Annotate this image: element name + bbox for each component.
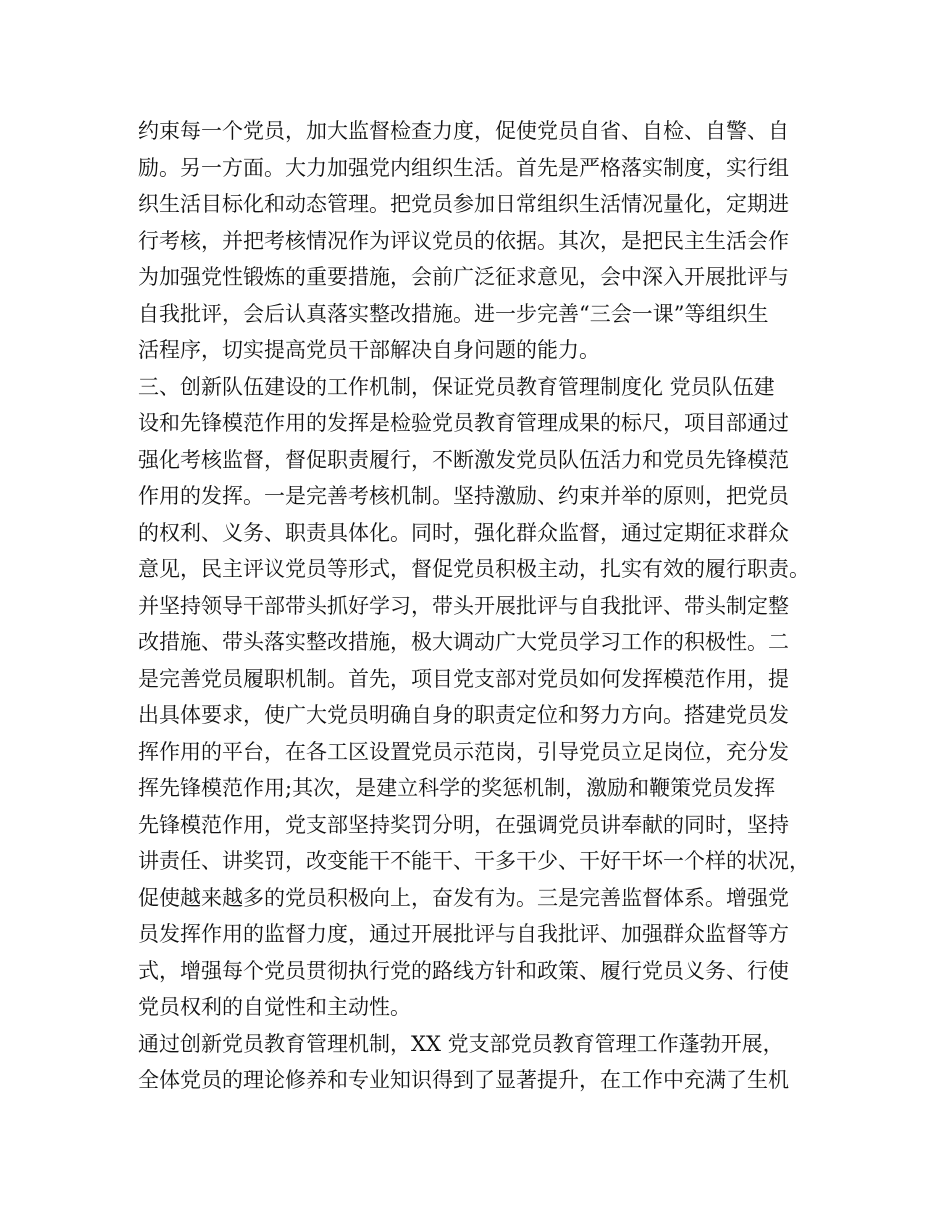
text-line: 全体党员的理论修养和专业知识得到了显著提升，在工作中充满了生机 <box>138 1068 789 1092</box>
text-line: 作用的发挥。一是完善考核机制。坚持激励、约束并举的原则，把党员 <box>138 484 789 508</box>
section-heading-line: 三、创新队伍建设的工作机制，保证党员教育管理制度化 党员队伍建 <box>138 374 775 399</box>
text-line: 通过创新党员教育管理机制，XX 党支部党员教育管理工作蓬勃开展， <box>138 1031 784 1056</box>
text-line: 促使越来越多的党员积极向上，奋发有为。三是完善监督体系。增强党 <box>138 885 789 910</box>
text-line: 的权利、义务、职责具体化。同时，强化群众监督，通过定期征求群众 <box>138 520 789 545</box>
text-line: 挥先锋模范作用;其次，是建立科学的奖惩机制，激励和鞭策党员发挥 <box>138 776 776 800</box>
text-line: 员发挥作用的监督力度，通过开展批评与自我批评、加强群众监督等方 <box>138 922 789 946</box>
text-line: 先锋模范作用，党支部坚持奖罚分明，在强调党员讲奉献的同时，坚持 <box>138 812 789 837</box>
text-line: 活程序，切实提高党员干部解决自身问题的能力。 <box>138 338 600 362</box>
text-line: 设和先锋模范作用的发挥是检验党员教育管理成果的标尺，项目部通过 <box>138 411 789 435</box>
text-line: 行考核，并把考核情况作为评议党员的依据。其次，是把民主生活会作 <box>138 228 789 253</box>
text-line: 讲责任、讲奖罚，改变能干不能干、干多干少、干好干坏一个样的状况， <box>138 849 810 873</box>
text-line: 出具体要求，使广大党员明确自身的职责定位和努力方向。搭建党员发 <box>138 703 789 727</box>
text-line: 是完善党员履职机制。首先，项目党支部对党员如何发挥模范作用，提 <box>138 666 789 691</box>
body-text <box>138 113 838 1099</box>
text-line: 织生活目标化和动态管理。把党员参加日常组织生活情况量化，定期进 <box>138 192 789 216</box>
text-line: 式，增强每个党员贯彻执行党的路线方针和政策、履行党员义务、行使 <box>138 958 789 983</box>
text-line: 挥作用的平台，在各工区设置党员示范岗，引导党员立足岗位，充分发 <box>138 739 789 764</box>
text-line: 自我批评，会后认真落实整改措施。进一步完善“三会一课”等组织生 <box>138 301 769 326</box>
text-line: 为加强党性锻炼的重要措施，会前广泛征求意见，会中深入开展批评与 <box>138 265 789 289</box>
text-line: 约束每一个党员，加大监督检查力度，促使党员自省、自检、自警、自 <box>138 119 789 143</box>
text-line: 改措施、带头落实整改措施，极大调动广大党员学习工作的积极性。二 <box>138 630 789 654</box>
text-line: 励。另一方面。大力加强党内组织生活。首先是严格落实制度，实行组 <box>138 155 789 180</box>
text-line: 强化考核监督，督促职责履行，不断激发党员队伍活力和党员先锋模范 <box>138 447 789 472</box>
text-line: 党员权利的自觉性和主动性。 <box>138 995 411 1019</box>
text-line: 并坚持领导干部带头抓好学习，带头开展批评与自我批评、带头制定整 <box>138 593 789 618</box>
text-line: 意见，民主评议党员等形式，督促党员积极主动，扎实有效的履行职责。 <box>138 557 810 581</box>
